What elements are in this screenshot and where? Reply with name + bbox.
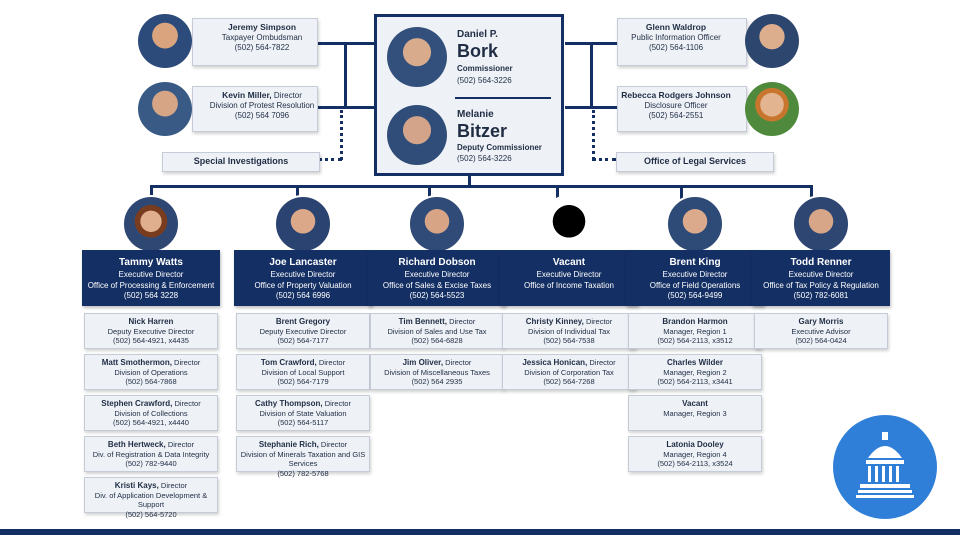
commissioner-phone: (502) 564-3226: [457, 76, 512, 85]
subordinate-name: Gary Morris: [798, 317, 844, 326]
person-title: Taxpayer Ombudsman: [221, 33, 303, 42]
subordinate-name: Beth Hertweck,: [107, 440, 166, 449]
person-name: Glenn Waldrop: [645, 22, 707, 32]
subordinate-card: [628, 395, 762, 431]
subordinate-phone: (502) 564-4921, x4440: [113, 418, 189, 427]
subordinate-card: [370, 354, 504, 390]
subordinate-suffix: Director: [174, 358, 201, 367]
director-phone: (502) 564-5523: [409, 291, 465, 300]
director-role: Executive Director: [536, 270, 602, 279]
subordinate-title: Deputy Executive Director: [259, 326, 347, 336]
director-name: Richard Dobson: [398, 257, 476, 268]
subordinate-card: [236, 436, 370, 478]
person-title: Disclosure Officer: [644, 101, 708, 110]
subordinate-name: Cathy Thompson,: [255, 399, 323, 408]
subordinate-suffix: Director: [324, 399, 351, 408]
subordinate-title: Manager, Region 4: [663, 449, 727, 459]
director-office: Office of Field Operations: [649, 280, 741, 290]
director-phone: (502) 564-9499: [667, 291, 723, 300]
subordinate-name: Nick Harren: [128, 317, 174, 326]
person-phone: (502) 564-7822: [234, 43, 290, 52]
connector: [344, 42, 347, 108]
avatar: [792, 195, 850, 253]
subordinate-suffix: Director: [318, 358, 346, 367]
subordinate-name: Brandon Harmon: [662, 317, 728, 326]
director-phone: (502) 782-6081: [793, 291, 849, 300]
director-card: [368, 250, 506, 306]
avatar: [666, 195, 724, 253]
subordinate-card: [84, 354, 218, 390]
director-card: [752, 250, 890, 306]
director-office: Office of Tax Policy & Regulation: [763, 280, 879, 290]
subordinate-title: Manager, Region 2: [663, 367, 727, 377]
director-role: Executive Director: [788, 270, 854, 279]
subordinate-card: [84, 436, 218, 472]
avatar: [745, 82, 799, 136]
subordinate-card: [502, 354, 636, 390]
person-name: Rebecca Rodgers Johnson: [621, 90, 731, 100]
subordinate-phone: (502) 564-2113, x3512: [657, 336, 733, 345]
subordinate-card: [236, 313, 370, 349]
dotted-connector: [592, 158, 616, 161]
subordinate-title: Division of Collections: [114, 408, 188, 418]
director-role: Executive Director: [118, 270, 184, 279]
person-title: Public Information Officer: [631, 33, 721, 42]
deputy-title: Deputy Commissioner: [457, 143, 542, 152]
subordinate-phone: (502) 564-7179: [277, 377, 329, 386]
subordinate-title: Manager, Region 1: [663, 326, 727, 336]
subordinate-suffix: Director: [585, 317, 613, 326]
avatar: [408, 195, 466, 253]
avatar: [274, 195, 332, 253]
director-office: Office of Processing & Enforcement: [87, 280, 215, 290]
subordinate-name: Kristi Kays,: [114, 481, 159, 490]
subordinate-name: Brent Gregory: [275, 317, 331, 326]
subordinate-suffix: Director: [589, 358, 616, 367]
subordinate-card: [628, 313, 762, 349]
subordinate-title: Executive Advisor: [791, 326, 851, 336]
subordinate-title: Division of Minerals Taxation and GIS Services: [240, 449, 366, 468]
subordinate-phone: (502) 564-2113, x3441: [657, 377, 733, 386]
director-role: Executive Director: [404, 270, 470, 279]
avatar: [387, 27, 447, 87]
subordinate-card: [236, 395, 370, 431]
avatar: [387, 105, 447, 165]
person-suffix: Director: [273, 91, 302, 100]
subordinate-name: Tom Crawford,: [260, 358, 317, 367]
dotted-connector: [592, 110, 595, 160]
subordinate-card: [628, 354, 762, 390]
director-card: [82, 250, 220, 306]
subordinate-phone: (502) 782-5768: [277, 468, 329, 478]
subordinate-suffix: Director: [167, 440, 195, 449]
subordinate-title: Division of Local Support: [261, 367, 345, 377]
legal-services-box: Office of Legal Services: [616, 152, 774, 172]
connector: [150, 185, 813, 188]
avatar: [138, 14, 192, 68]
director-role: Executive Director: [662, 270, 728, 279]
commissioner-last-name: Bork: [457, 41, 499, 61]
subordinate-suffix: Director: [160, 481, 188, 490]
subordinate-title: Deputy Executive Director: [107, 326, 195, 336]
director-phone: (502) 564 6996: [275, 291, 331, 300]
commissioner-block: [374, 14, 564, 176]
dotted-connector: [340, 110, 343, 160]
subordinate-phone: (502) 564-7868: [125, 377, 177, 386]
subordinate-phone: (502) 564-5117: [277, 418, 329, 427]
subordinate-title: Division of Miscellaneous Taxes: [384, 367, 490, 377]
subordinate-title: Division of Operations: [114, 367, 188, 377]
subordinate-phone: (502) 564-5720: [125, 509, 177, 519]
director-office: Office of Income Taxation: [524, 280, 614, 290]
director-name: Vacant: [552, 257, 586, 268]
director-name: Tammy Watts: [119, 257, 183, 268]
director-card: [234, 250, 372, 306]
subordinate-phone: (502) 564-0424: [795, 336, 847, 345]
subordinate-suffix: Director: [320, 440, 348, 449]
subordinate-title: Div. of Application Development & Support: [94, 490, 208, 509]
person-phone: (502) 564 7096: [234, 111, 290, 120]
subordinate-card: [236, 354, 370, 390]
subordinate-name: Stephen Crawford,: [101, 399, 173, 408]
person-phone: (502) 564-2551: [648, 111, 704, 120]
capitol-logo: [832, 414, 938, 520]
director-name: Todd Renner: [790, 257, 852, 268]
footer-bar: [0, 529, 960, 535]
deputy-last-name: Bitzer: [457, 121, 508, 141]
connector: [318, 106, 374, 109]
subordinate-card: [84, 395, 218, 431]
commissioner-title: Commissioner: [457, 64, 513, 73]
person-title: Division of Protest Resolution: [209, 101, 315, 110]
subordinate-phone: (502) 564-7268: [543, 377, 595, 386]
special-investigations-box: Special Investigations: [162, 152, 320, 172]
subordinate-title: Division of Sales and Use Tax: [387, 326, 487, 336]
disclosure-officer-card: [617, 86, 747, 132]
person-name: Jeremy Simpson: [227, 22, 297, 32]
subordinate-suffix: Director: [449, 317, 476, 326]
avatar: [745, 14, 799, 68]
subordinate-name: Christy Kinney,: [525, 317, 584, 326]
subordinate-name: Jim Oliver,: [402, 358, 444, 367]
subordinate-name: Stephanie Rich,: [258, 440, 319, 449]
subordinate-title: Div. of Registration & Data Integrity: [92, 449, 210, 459]
public-information-card: [617, 18, 747, 66]
connector: [590, 42, 593, 108]
protest-resolution-card: [192, 86, 318, 132]
subordinate-name: Jessica Honican,: [522, 358, 588, 367]
subordinate-phone: (502) 564-7538: [543, 336, 595, 345]
subordinate-name: Charles Wilder: [667, 358, 723, 367]
subordinate-card: [754, 313, 888, 349]
subordinate-phone: (502) 782-9440: [125, 459, 177, 468]
director-role: Executive Director: [270, 270, 336, 279]
subordinate-card: [370, 313, 504, 349]
director-card: [500, 250, 638, 306]
avatar: [540, 195, 598, 253]
subordinate-card: [502, 313, 636, 349]
director-name: Joe Lancaster: [269, 257, 337, 268]
subordinate-name: Matt Smothermon,: [101, 358, 172, 367]
subordinate-title: Manager, Region 3: [663, 408, 727, 418]
avatar: [122, 195, 180, 253]
subordinate-card: [84, 477, 218, 519]
subordinate-suffix: Director: [445, 358, 472, 367]
subordinate-phone: (502) 564 2935: [411, 377, 463, 386]
dotted-connector: [318, 158, 342, 161]
director-card: [626, 250, 764, 306]
subordinate-suffix: Director: [174, 399, 201, 408]
deputy-first-name: Melanie: [457, 109, 494, 120]
subordinate-phone: (502) 564-4921, x4435: [113, 336, 189, 345]
subordinate-phone: (502) 564-2113, x3524: [657, 459, 733, 468]
subordinate-name: Vacant: [682, 399, 708, 408]
subordinate-name: Tim Bennett,: [398, 317, 447, 326]
commissioner-first-name: Daniel P.: [457, 29, 498, 40]
person-phone: (502) 564-1106: [648, 43, 704, 52]
subordinate-title: Division of Corporation Tax: [524, 367, 614, 377]
director-office: Office of Property Valuation: [254, 280, 352, 290]
divider: [455, 97, 551, 99]
subordinate-title: Division of Individual Tax: [528, 326, 610, 336]
avatar: [138, 82, 192, 136]
director-office: Office of Sales & Excise Taxes: [382, 280, 492, 290]
connector: [565, 106, 617, 109]
subordinate-phone: (502) 564-7177: [277, 336, 329, 345]
deputy-phone: (502) 564-3226: [457, 154, 512, 163]
subordinate-card: [84, 313, 218, 349]
director-phone: (502) 564 3228: [123, 291, 179, 300]
subordinate-name: Latonia Dooley: [666, 440, 724, 449]
person-name: Kevin Miller,: [222, 90, 272, 100]
subordinate-title: Division of State Valuation: [259, 408, 347, 418]
subordinate-phone: (502) 564-6828: [411, 336, 463, 345]
ombudsman-card: [192, 18, 318, 66]
director-name: Brent King: [669, 257, 721, 268]
subordinate-card: [628, 436, 762, 472]
